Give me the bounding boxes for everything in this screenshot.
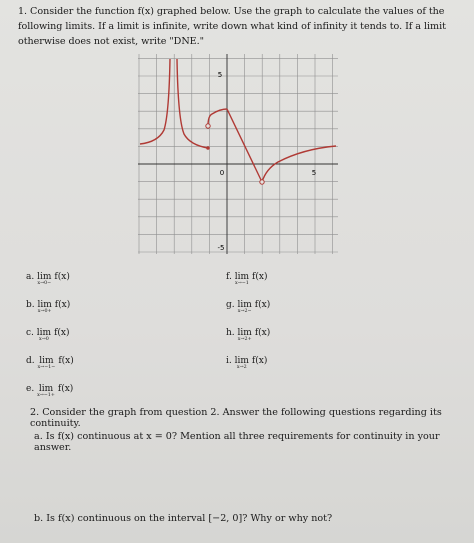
tick-label-origin: 0	[219, 169, 225, 177]
open-dot-bottom	[260, 180, 264, 184]
limit-b: b. lim x→0+ f(x)	[26, 300, 71, 314]
curve-left-branch	[140, 59, 170, 144]
curve-rise-to-peak	[208, 109, 227, 126]
limit-e: e. lim x→−1+ f(x)	[26, 384, 74, 398]
tick-label-y-neg5: -5	[217, 244, 225, 252]
problem-1-text: 1. Consider the function f(x) graphed below. Use the graph to calculate the values of the following limits. If a limit is infinite, write down what kind of infinity it tends to. If a limit otherwise does not exist, write "DNE."	[18, 6, 446, 47]
open-dot-left	[206, 124, 210, 128]
question-2a: a. Is f(x) continuous at x = 0? Mention all three requirements for continuity in your answer.	[34, 431, 440, 453]
limit-g: g. lim x→2− f(x)	[226, 300, 271, 314]
tick-label-x-5: 5	[311, 169, 317, 177]
limit-d: d. lim x→−1− f(x)	[26, 356, 74, 370]
limit-a: a. lim x→0− f(x)	[26, 272, 70, 286]
axes	[138, 54, 338, 254]
tick-label-y-5: 5	[217, 71, 223, 79]
limit-i: i. lim x→2 f(x)	[226, 356, 268, 370]
problem-2-text: 2. Consider the graph from question 2. Answer the following questions regarding its continuity.	[30, 407, 442, 429]
limit-f: f. lim x→−1 f(x)	[226, 272, 268, 286]
grid-lines	[138, 54, 338, 254]
limit-h: h. lim x→2+ f(x)	[226, 328, 271, 342]
limit-c: c. lim x→0 f(x)	[26, 328, 70, 342]
closed-dot	[206, 146, 210, 150]
curve-middle-branch	[177, 59, 208, 148]
question-2b: b. Is f(x) continuous on the interval [−2, 0]? Why or why not?	[34, 513, 333, 524]
function-graph	[138, 54, 338, 254]
